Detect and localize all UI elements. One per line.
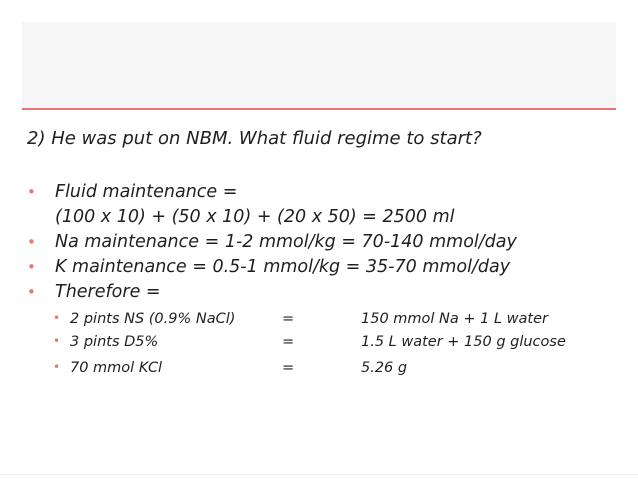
sub-bullet-item <box>27 331 617 354</box>
bullet-text-continued: (100 x 10) + (50 x 10) + (20 x 50) = 2500 ml <box>55 207 455 227</box>
footer-rule <box>0 474 638 475</box>
sub-bullet-equals: = <box>282 311 295 327</box>
slide-title: 2) He was put on NBM. What fluid regime to start? <box>27 128 482 149</box>
bullet-item-na <box>27 230 617 255</box>
sub-bullet-dot-icon: • <box>53 360 61 374</box>
bullet-dot-icon: • <box>27 283 36 301</box>
bullet-item-therefore <box>27 280 617 305</box>
bullet-text: Na maintenance = 1-2 mmol/kg = 70-140 mmol/day <box>55 232 517 252</box>
bullet-dot-icon: • <box>27 183 36 201</box>
sub-bullet-item-label: 2 pints NS (0.9% NaCl) <box>70 311 236 327</box>
sub-bullet-item <box>27 308 617 331</box>
accent-divider <box>22 108 616 110</box>
sub-bullet-item <box>27 354 617 382</box>
bullet-item-fluid <box>27 180 617 230</box>
sub-bullet-value: 150 mmol Na + 1 L water <box>361 311 548 327</box>
sub-bullet-list <box>27 308 617 382</box>
bullet-text: K maintenance = 0.5-1 mmol/kg = 35-70 mmol/day <box>55 257 511 277</box>
bullet-dot-icon: • <box>27 258 36 276</box>
sub-bullet-equals: = <box>282 334 295 350</box>
sub-bullet-value: 1.5 L water + 150 g glucose <box>361 334 566 350</box>
sub-bullet-value: 5.26 g <box>361 360 408 376</box>
sub-bullet-equals: = <box>282 360 295 376</box>
bullet-text: Therefore = <box>55 282 161 302</box>
bullet-item-k <box>27 255 617 280</box>
title-placeholder-band <box>22 22 616 108</box>
sub-bullet-dot-icon: • <box>53 334 61 348</box>
bullet-text: Fluid maintenance = <box>55 182 238 202</box>
bullet-dot-icon: • <box>27 233 36 251</box>
sub-bullet-item-label: 70 mmol KCl <box>70 360 163 376</box>
sub-bullet-item-label: 3 pints D5% <box>70 334 159 350</box>
sub-bullet-dot-icon: • <box>53 311 61 325</box>
bullet-list <box>27 180 617 382</box>
